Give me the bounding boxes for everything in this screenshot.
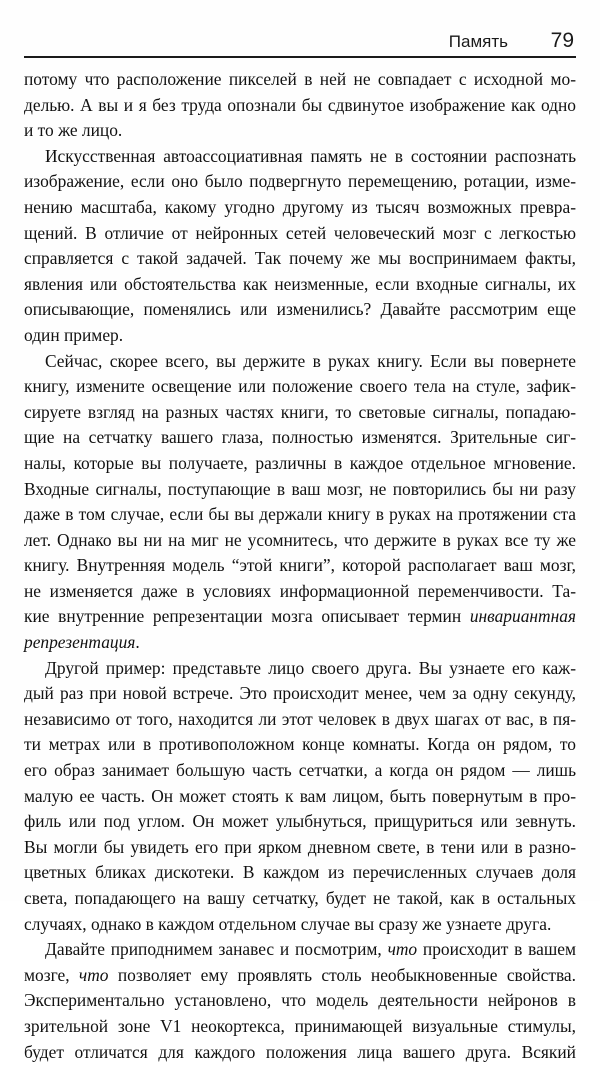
text-line: независимо от того, находится ли этот человек в двух шагах от вас, в пя-	[24, 708, 576, 729]
paragraph	[24, 349, 576, 656]
text-line: дый раз при новой встрече. Это происходит менее, чем за одну секунду,	[24, 683, 576, 704]
text-line	[24, 963, 576, 989]
text-line: филь или под углом. Он может улыбнуться, прищуриться или зевнуть.	[24, 811, 576, 832]
text-line: описывающие, поменялись или изменились? Давайте рассмотрим еще	[24, 299, 576, 320]
text-line	[24, 1040, 576, 1065]
text-line	[24, 604, 576, 630]
paragraph	[24, 67, 576, 144]
italic-term: инвариантная	[469, 606, 576, 627]
text-line-part: мозге,	[24, 964, 79, 985]
text-line: книгу, измените освещение или положение своего тела на стуле, зафик-	[24, 376, 576, 397]
text-line-part: Экспериментально установлено, что модель деятельности нейронов в	[24, 990, 576, 1011]
text-line-part: зрительной зоне V1 неокортекса, принимающей визуальные стимулы,	[24, 1015, 576, 1036]
text-line	[24, 630, 576, 656]
text-line: его образ занимает большую часть сетчатки, а когда он рядом — лишь	[24, 760, 576, 781]
paragraph	[24, 144, 576, 349]
italic-word: что	[78, 964, 109, 985]
text-line: делью. А вы и я без труда опознали бы сдвинутое изображение как одно	[24, 94, 576, 115]
text-line: щие на сетчатку вашего глаза, полностью изменятся. Зрительные сиг-	[24, 427, 576, 448]
text-line: случаях, однако в каждом отдельном случае вы сразу же узнаете друга.	[24, 913, 552, 934]
italic-term: репрезентация	[24, 632, 136, 653]
text-line: изображение, если оно было подвергнуто перемещению, ротации, изме-	[24, 171, 576, 192]
text-line-part: Давайте приподнимем занавес и посмотрим,	[45, 939, 388, 960]
text-line: не изменяется даже в условиях информационной переменчивости. Та-	[24, 580, 576, 601]
text-line: справляется с такой задачей. Так почему же мы воспринимаем факты,	[24, 248, 576, 269]
text-line: даже в том случае, если бы вы держали книгу в руках на протяжении ста	[24, 504, 576, 525]
text-line: малую ее часть. Он может стоять к вам лицом, быть повернутым в про-	[24, 785, 576, 806]
text-line: Входные сигналы, поступающие в ваш мозг, не повторились бы ни разу	[24, 478, 576, 499]
text-line: сируете взгляд на разных частях книги, то световые сигналы, попадаю-	[24, 401, 576, 422]
text-line: нению масштаба, какому угодно другому из тысяч возможных превра-	[24, 196, 576, 217]
page-number: 79	[550, 29, 574, 52]
body-text	[24, 67, 576, 1065]
paragraph	[24, 937, 576, 1065]
text-line-part: .	[135, 632, 140, 653]
text-line: ти метрах или в противоположном конце комнаты. Когда он рядом, то	[24, 734, 576, 755]
text-line: Вы могли бы увидеть его при ярком дневном свете, в тени или в разно-	[24, 836, 576, 857]
text-line: один пример.	[24, 324, 124, 345]
text-line: света, попадающего на вашу сетчатку, будет не такой, как в остальных	[24, 888, 576, 908]
running-header	[24, 30, 576, 58]
text-line: щений. В отличие от нейронных сетей человеческий мозг с легкостью	[24, 222, 576, 243]
text-line-part: происходит в вашем	[417, 939, 576, 960]
text-line: потому что расположение пикселей в ней не совпадает с исходной мо-	[24, 69, 576, 89]
italic-word: что	[387, 939, 418, 960]
text-line	[24, 1014, 576, 1040]
text-line: и то же лицо.	[24, 120, 123, 141]
text-line: Другой пример: представьте лицо своего друга. Вы узнаете его каж-	[45, 657, 576, 678]
paragraph	[24, 656, 576, 938]
text-line-part: кие внутренние репрезентации мозга описывает термин	[24, 606, 462, 627]
text-line: лет. Однако вы ни на миг не усомнитесь, что держите в руках все ту же	[24, 529, 576, 550]
text-line: Искусственная автоассоциативная память не в состоянии распознать	[45, 145, 576, 166]
section-title: Память	[448, 32, 508, 51]
text-line: налы, которые вы получаете, различны в каждое отдельное мгновение.	[24, 452, 576, 473]
text-line-part: будет отличатся для каждого положения лица вашего друга. Всякий	[24, 1041, 576, 1062]
text-line-part: позволяет ему проявлять столь необыкновенные свойства.	[108, 964, 576, 985]
text-line	[24, 988, 576, 1014]
text-line	[24, 937, 576, 963]
text-line: книгу. Внутренняя модель “этой книги”, которой располагает ваш мозг,	[24, 555, 576, 576]
text-line: Сейчас, скорее всего, вы держите в руках книгу. Если вы повернете	[45, 350, 576, 371]
text-line: цветных бликах дискотеки. В каждом из перечисленных случаев доля	[24, 862, 576, 883]
text-line: явления или обстоятельства как неизменные, если входные сигналы, их	[24, 273, 576, 294]
